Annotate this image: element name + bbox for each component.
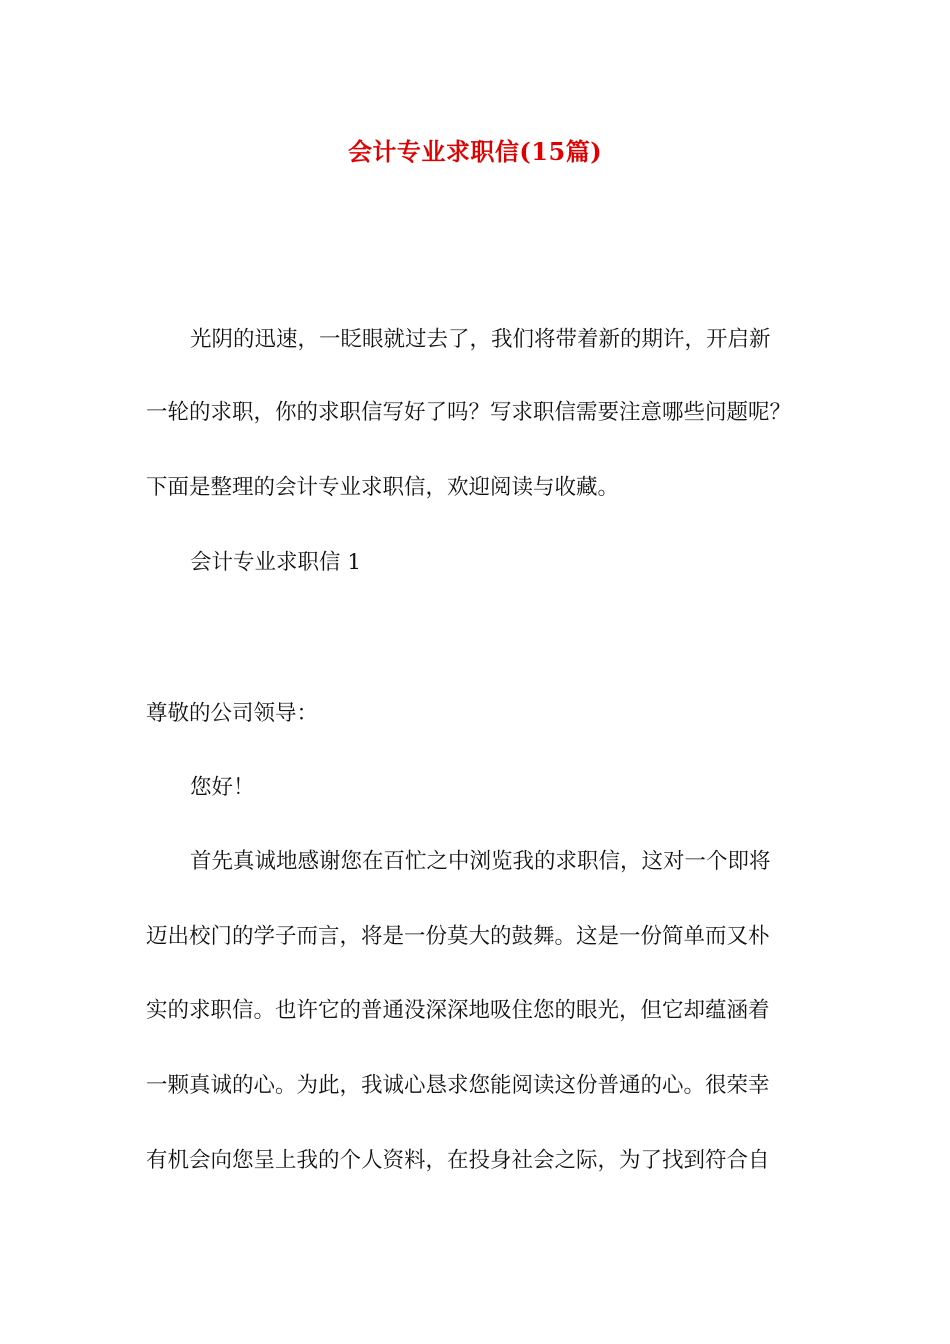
body-line-3: 实的求职信。也许它的普通没深深地吸住您的眼光，但它却蕴涵着: [146, 998, 770, 1023]
section-heading: 会计专业求职信 1: [190, 550, 362, 575]
body-line-1: 首先真诚地感谢您在百忙之中浏览我的求职信，这对一个即将: [190, 849, 771, 874]
greeting: 您好！: [190, 775, 255, 800]
intro-line-2: 一轮的求职，你的求职信写好了吗？写求职信需要注意哪些问题呢？: [146, 400, 792, 425]
body-line-2: 迈出校门的学子而言，将是一份莫大的鼓舞。这是一份简单而又朴: [146, 924, 770, 949]
salutation: 尊敬的公司领导：: [146, 701, 319, 726]
body-line-5: 有机会向您呈上我的个人资料，在投身社会之际，为了找到符合自: [146, 1148, 770, 1173]
intro-line-3: 下面是整理的会计专业求职信，欢迎阅读与收藏。: [146, 475, 620, 500]
intro-line-1: 光阴的迅速，一眨眼就过去了，我们将带着新的期许，开启新: [190, 327, 771, 352]
body-line-4: 一颗真诚的心。为此，我诚心恳求您能阅读这份普通的心。很荣幸: [146, 1073, 770, 1098]
document-title: 会计专业求职信(15篇): [347, 137, 603, 166]
